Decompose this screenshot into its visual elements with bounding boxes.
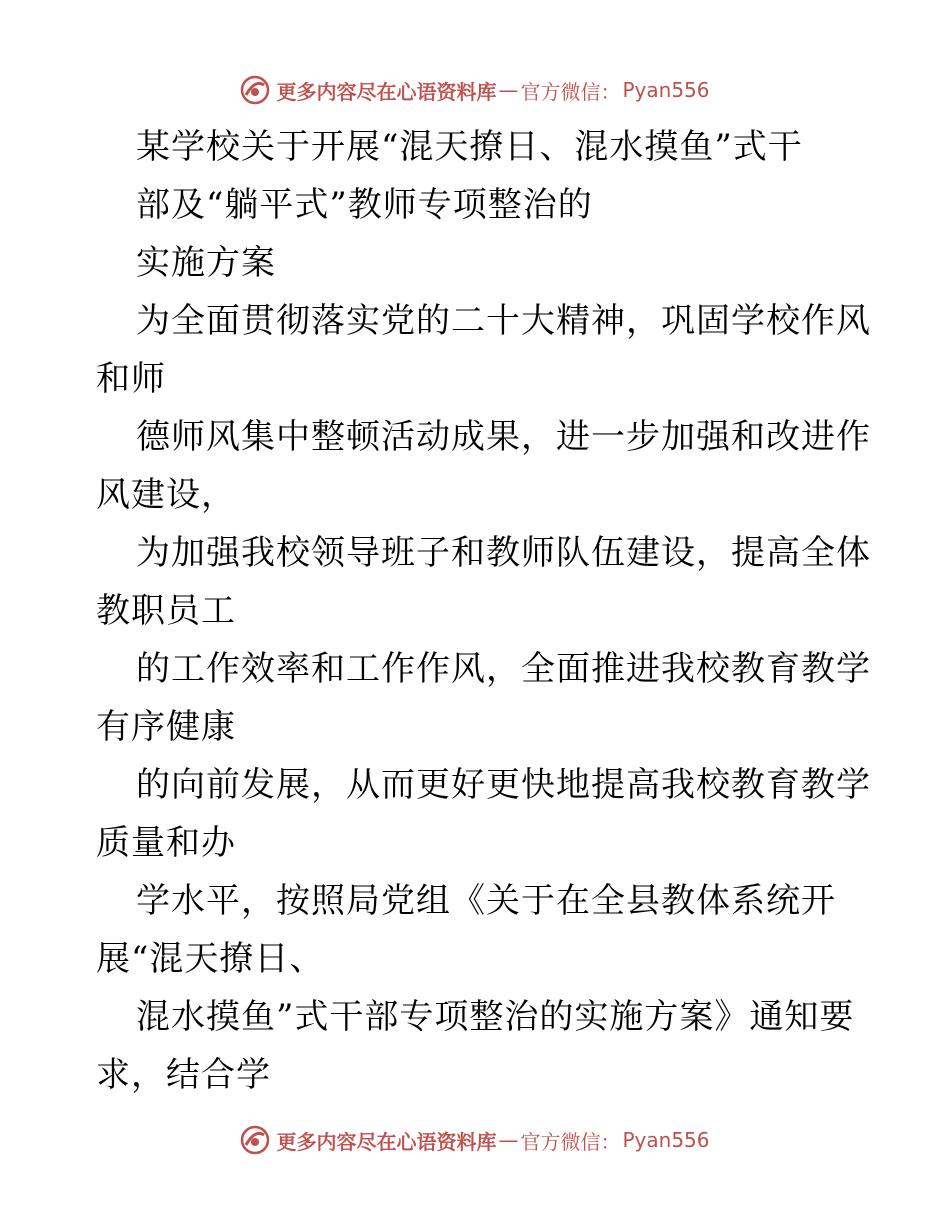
text-line: 质量和办 <box>96 823 236 863</box>
text-line: 的工作效率和工作作风，全面推进我校教育教学 <box>136 649 871 689</box>
text-line: 求，结合学 <box>96 1055 271 1095</box>
watermark-id: Pyan556 <box>622 1128 710 1152</box>
text-line: 有序健康 <box>96 707 236 747</box>
watermark-sub: 官方微信： <box>520 79 621 104</box>
logo-icon <box>240 75 270 105</box>
logo-icon <box>240 1125 270 1155</box>
header-watermark <box>0 70 950 110</box>
text-line: 学水平，按照局党组《关于在全县教体系统开 <box>136 881 836 921</box>
watermark-text <box>276 76 709 105</box>
text-line: 实施方案 <box>136 243 276 283</box>
text-line: 的向前发展，从而更好更快地提高我校教育教学 <box>136 765 871 805</box>
watermark-text <box>276 1126 709 1155</box>
text-line: 展“混天撩日、 <box>96 939 325 979</box>
text-line: 混水摸鱼”式干部专项整治的实施方案》通知要 <box>136 997 855 1037</box>
footer-watermark <box>0 1120 950 1160</box>
watermark-main: 更多内容尽在心语资料库 <box>276 1129 497 1154</box>
text-line: 教职员工 <box>96 591 236 631</box>
text-line: 风建设， <box>96 475 236 515</box>
text-line: 和师 <box>96 359 166 399</box>
watermark-dash: — <box>498 1128 519 1152</box>
text-line: 部及“躺平式”教师专项整治的 <box>136 185 593 225</box>
watermark-id: Pyan556 <box>622 78 710 102</box>
watermark-main: 更多内容尽在心语资料库 <box>276 79 497 104</box>
watermark-dash: — <box>498 78 519 102</box>
document-body <box>96 118 876 1104</box>
text-line: 某学校关于开展“混天撩日、混水摸鱼”式干 <box>136 127 803 167</box>
text-line: 为全面贯彻落实党的二十大精神，巩固学校作风 <box>136 301 871 341</box>
watermark-sub: 官方微信： <box>520 1129 621 1154</box>
text-line: 德师风集中整顿活动成果，进一步加强和改进作 <box>136 417 871 457</box>
text-line: 为加强我校领导班子和教师队伍建设，提高全体 <box>136 533 871 573</box>
